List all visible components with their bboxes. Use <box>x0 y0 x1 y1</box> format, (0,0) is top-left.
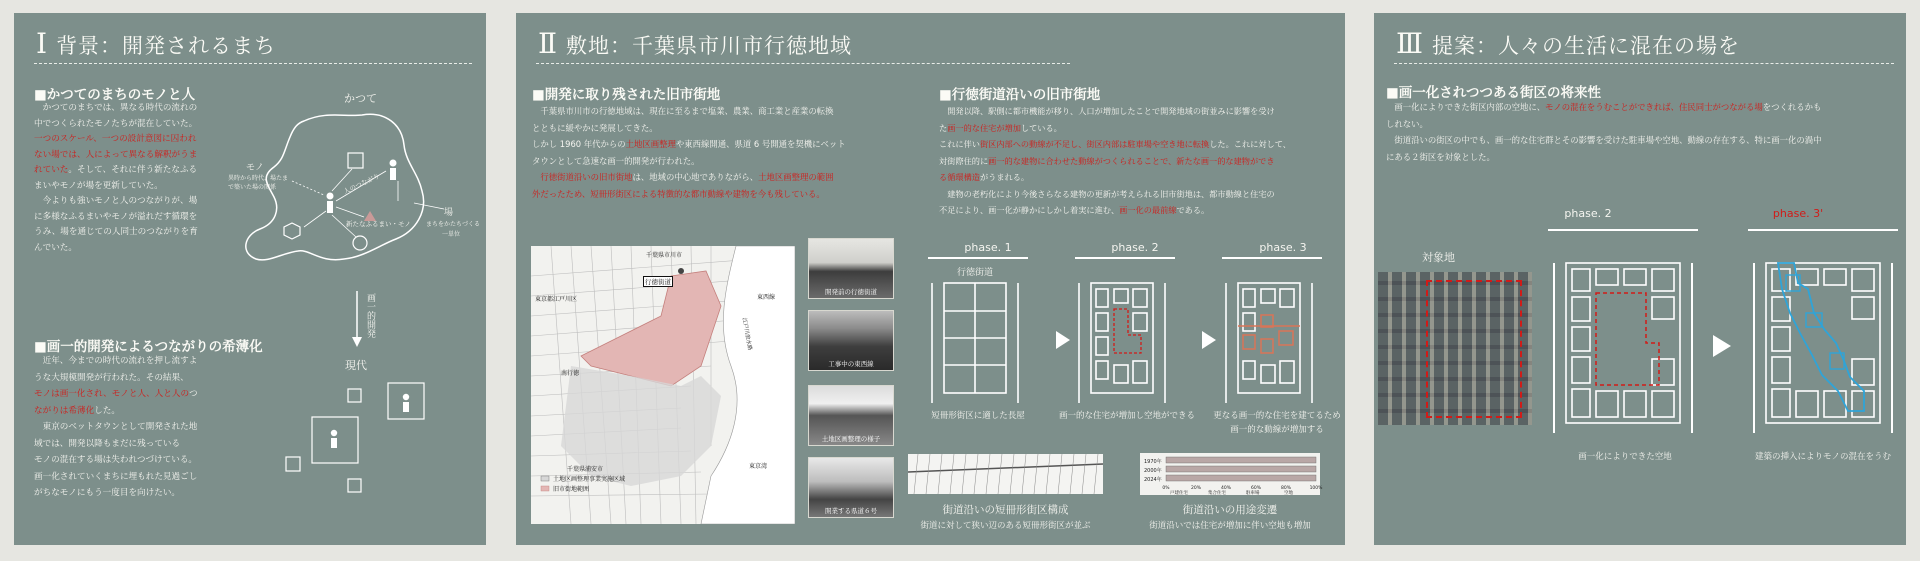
map-label: 千葉県市川市 <box>646 252 683 259</box>
text-segment: 中でつくられたモノたちが混在していた。 <box>34 118 198 129</box>
text-segment: モノの混在する場は失われつづけている。 <box>34 455 198 465</box>
target-label: 対象地 <box>1422 251 1455 264</box>
highlight-text: れていた <box>34 165 69 175</box>
photo-caption: 開発前の行徳街道 <box>825 288 877 296</box>
chart-tick-label: 20% <box>1190 486 1202 491</box>
text-segment: 建物の老朽化により今後さらなる建物の更新が考えられる旧市街地は、都市動線と住宅の <box>939 188 1275 199</box>
proposal-diagrams <box>1374 13 1906 545</box>
label-vertical: 画一的開発 <box>365 293 375 338</box>
text-segment: つ <box>189 389 198 399</box>
text-segment: 開発以降、駅側に都市機能が移り、人口が増加したことで開発地域の街並みに影響を受け <box>939 106 1275 116</box>
square-shape <box>388 383 424 419</box>
square-shape <box>348 153 363 168</box>
text-segment: 千葉県市川市の行徳地域は、現在に至るまで塩業、農業、商工業と産業の転換 <box>532 106 834 116</box>
text-segment: や東西線開通、県道 6 号開通を契機にベット <box>675 139 846 149</box>
text-segment: がちなモノにもう一度目を向けたい。 <box>34 488 181 498</box>
phase-caption: 建築の挿入によりモノの混在をうむ <box>1755 452 1891 462</box>
highlight-text: 画一的な住宅が増加 <box>947 122 1021 133</box>
person-icon <box>327 193 334 214</box>
text-segment: 対街際住的に <box>939 155 989 166</box>
text-segment: うみ、場を通じての人同士のつながりを育 <box>34 227 198 237</box>
chart-legend-label: 空地 <box>1284 491 1293 496</box>
highlight-text: 外だったため、短冊形街区による特徴的な都市動線や建物を今も残している。 <box>532 188 825 199</box>
strip-block-map <box>908 454 1103 494</box>
chart-tick-label: 60% <box>1250 486 1262 491</box>
section-title: 提案：人々の生活に混在の場を <box>1432 34 1741 58</box>
chart-category-label: 1970年 <box>1144 459 1162 465</box>
phase-caption: 画一的な住宅が増加し空地ができる <box>1058 411 1195 421</box>
chart-legend-label: 集合住宅 <box>1208 491 1226 496</box>
label-connection: 人のつながり <box>342 172 382 196</box>
text-segment: 近年、今までの時代の流れを押し流すよ <box>34 356 198 366</box>
chart-bar <box>1166 457 1316 463</box>
text-segment: した。これに対して、 <box>1209 139 1291 149</box>
circle-shape <box>353 236 367 250</box>
chart-tick-label: 80% <box>1280 486 1292 491</box>
map-label: 東京都江戸川区 <box>535 296 578 303</box>
phase-label: phase. 2 <box>1564 207 1612 220</box>
chart-bar <box>1166 466 1316 472</box>
road-label: 行徳街道 <box>957 268 994 278</box>
map-legend: 旧市街地範囲 <box>553 486 590 493</box>
label-behavior: 新たなふるまい・モノ <box>346 220 411 228</box>
highlight-text: る循環構造 <box>939 172 980 182</box>
figure-title: 街道沿いの短冊形街区構成 <box>942 504 1069 516</box>
phase-label: phase. 3' <box>1772 207 1824 220</box>
person-icon <box>403 394 409 412</box>
text-segment: である。 <box>1176 205 1210 215</box>
section-number: Ⅲ <box>1396 27 1425 60</box>
text-segment: 不足により、画一化が静かにしかし着実に進む、 <box>939 205 1120 215</box>
photo-caption: 工事中の東西線 <box>828 360 874 368</box>
subsection-heading: ■開発に取り残された旧市街地 <box>532 87 721 103</box>
text-segment: 街道沿いの街区の中でも、画一的な住宅群とその影響を受けた駐車場や空地、動線の存在する、特に画一化の渦中 <box>1386 135 1822 145</box>
highlight-text: 画一化の最前線 <box>1119 205 1177 215</box>
person-icon <box>390 160 397 181</box>
phase-label: phase. 1 <box>964 241 1012 254</box>
photo-caption: 土地区画整理の様子 <box>821 435 881 443</box>
phase-caption: 画一的な動線が増加する <box>1230 425 1324 435</box>
phase-label: phase. 3 <box>1259 241 1307 254</box>
highlight-text: モノは画一化され、モノと人、人と人の <box>34 389 190 399</box>
subsection-heading: ■かつてのまちのモノと人 <box>34 87 196 103</box>
chart-tick-label: 40% <box>1220 486 1232 491</box>
highlight-text: 一つのスケール、一つの設計意図に囚われ <box>34 134 197 144</box>
text-segment: タウンとして急速な画一的開発が行われた。 <box>532 155 700 166</box>
text-segment: しかし 1960 年代からの <box>532 139 626 149</box>
map-legend: 土地区画整理事業実施区域 <box>553 476 626 483</box>
text-segment: している。 <box>1020 122 1062 133</box>
map-label: 千葉県浦安市 <box>567 466 604 473</box>
chart-tick-label: 100% <box>1309 486 1323 491</box>
chart-category-label: 2000年 <box>1144 468 1162 474</box>
text-segment: うな大規模開発が行われた。その結果、 <box>34 372 189 383</box>
label-mono-sub: で築いた場の関係 <box>228 184 277 191</box>
phase-caption: 画一化によりできた空地 <box>1578 452 1672 462</box>
chart-bar <box>1166 475 1316 481</box>
text-segment: 画一化されていくまちに埋もれた見過ごし <box>34 471 198 482</box>
text-segment: は、地域の中心地でありながら、 <box>632 172 759 182</box>
section-title: 敷地：千葉県市川市行徳地域 <box>566 34 853 58</box>
chart-legend-label: 駐車場 <box>1246 491 1260 496</box>
text-segment: 東京のベットタウンとして開発された地 <box>34 422 198 432</box>
text-segment: にある２街区を対象とした。 <box>1386 151 1495 162</box>
text-segment: た <box>939 122 948 133</box>
subsection-heading: ■画一的開発によるつながりの希薄化 <box>34 339 263 355</box>
square-shape <box>348 479 361 492</box>
highlight-text: 行徳街道沿いの旧市街地 <box>532 172 633 182</box>
highlight-text: ない場では、人によって異なる解釈がうま <box>34 149 198 160</box>
text-segment: とともに緩やかに発展してきた。 <box>532 122 658 133</box>
text-segment: がうまれる。 <box>979 172 1030 182</box>
text-segment: かつてのまちでは、異なる時代の流れの <box>34 103 198 113</box>
phase-caption: 更なる画一的な住宅を建てるため <box>1213 411 1341 421</box>
label-ba-sub: 一単位 <box>442 231 461 238</box>
map-label: 南行徳 <box>561 370 580 377</box>
subsection-heading: ■画一化されつつある街区の将来性 <box>1386 85 1601 101</box>
subsection-heading: ■行徳街道沿いの旧市街地 <box>939 87 1101 103</box>
highlight-text: ながりは希薄化 <box>34 405 95 416</box>
text-segment: に多様なふるまいやモノが溢れだす循環を <box>34 211 198 222</box>
past-diagram <box>14 13 486 545</box>
phase-caption: 短冊形街区に適した長屋 <box>931 411 1025 421</box>
text-segment: 。そして、それに伴う新たなふる <box>68 165 198 175</box>
label-gendai: 現代 <box>345 359 367 372</box>
label-katsute: かつて <box>344 92 377 105</box>
figure-subtitle: 街道沿いでは住宅が増加に伴い空地も増加 <box>1149 521 1311 531</box>
section-title: 背景：開発されるまち <box>56 34 277 58</box>
square-shape <box>348 389 361 402</box>
text-segment: をつくれるかも <box>1762 102 1822 112</box>
label-mono: モノ <box>246 163 264 173</box>
person-icon <box>331 430 337 448</box>
highlight-text: 土地区画整理 <box>625 139 676 149</box>
hexagon-shape <box>284 223 300 239</box>
text-segment: これに伴い <box>939 139 980 149</box>
panel-background <box>1374 13 1906 545</box>
land-use-chart-svg <box>1140 453 1323 496</box>
chart-category-label: 2024年 <box>1144 477 1162 483</box>
photo-caption: 開業する県道６号 <box>825 507 877 515</box>
square-shape <box>286 457 300 471</box>
highlight-text: 土地区画整理の範囲 <box>758 172 834 182</box>
map-label: 江戸川放水路 <box>740 317 753 351</box>
chart-tick-label: 0% <box>1162 486 1170 491</box>
text-segment: しれない。 <box>1386 118 1428 129</box>
highlight-text: 画一的な建物に合わせた動線がつくられることで、新たな画一的な建物ができ <box>988 155 1275 166</box>
text-segment: 今よりも強いモノと人のつながりが、場 <box>34 196 198 206</box>
phase-label: phase. 2 <box>1111 241 1159 254</box>
section-number: Ⅱ <box>538 27 559 60</box>
text-segment: 画一化によりできた街区内部の空地に、 <box>1386 102 1546 112</box>
figure-subtitle: 街道に対して狭い辺のある短冊形街区が並ぶ <box>920 521 1091 531</box>
highlight-text: モノの混在をうむことができれば、住民同士がつながる場 <box>1545 102 1763 112</box>
text-segment: んでいた。 <box>34 242 77 253</box>
map-label: 行徳街道 <box>645 278 671 286</box>
map-label: 東京湾 <box>749 463 768 470</box>
text-segment: まいやモノが場を更新していた。 <box>34 180 163 191</box>
panel-background <box>14 13 486 545</box>
section-number: Ⅰ <box>36 27 49 60</box>
chart-legend-label: 戸建住宅 <box>1170 491 1188 496</box>
figure-title: 街道沿いの用途変遷 <box>1182 504 1278 516</box>
panel-background <box>516 13 1345 545</box>
label-mono-sub: 異時から時代、場たま <box>228 175 289 182</box>
map-label: 東西線 <box>757 294 776 301</box>
text-segment: 域では、開発以降もまだに残っている <box>34 438 181 449</box>
label-ba: 場 <box>444 208 454 218</box>
highlight-text: 街区内部への動線が不足し、街区内部は駐車場や空き地に転換 <box>979 139 1210 149</box>
text-segment: した。 <box>94 405 120 416</box>
label-ba-sub: まちをかたちづくる <box>426 221 480 228</box>
